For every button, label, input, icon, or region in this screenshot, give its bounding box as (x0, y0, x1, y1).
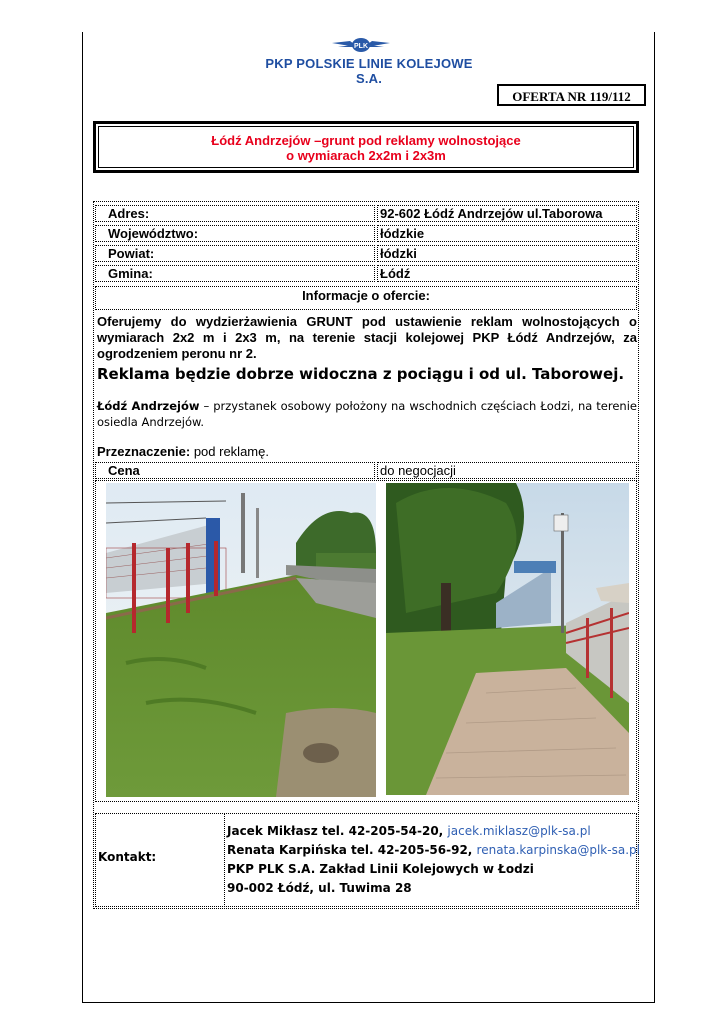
price-value: do negocjacji (377, 462, 637, 479)
description-main: Oferujemy do wydzierżawienia GRUNT pod ustawienie reklam wolnostojących o wymiarach 2x2 m i 2x3 m, na terenie stacji kolejowej PKP Łódź Andrzejów, za ogrodzeniem peronu nr 2. (97, 314, 637, 361)
field-value-county: łódzki (377, 245, 637, 262)
contact-label: Kontakt: (98, 850, 157, 864)
contact-line-3: PKP PLK S.A. Zakład Linii Kolejowych w Łodzi (227, 862, 534, 876)
photo-platform-path (386, 483, 629, 795)
field-value-municipality: Łódź (377, 265, 637, 282)
offer-number: OFERTA NR 119/112 (497, 84, 646, 106)
title-inner (98, 126, 634, 168)
contact-line-2 (227, 841, 640, 860)
email-link-2[interactable]: renata.karpinska@plk-sa.pl (476, 843, 640, 857)
email-link-1[interactable]: jacek.miklasz@plk-sa.pl (447, 824, 591, 838)
contact-line-4: 90-002 Łódź, ul. Tuwima 28 (227, 881, 412, 895)
title-line-2: o wymiarach 2x2m i 2x3m (286, 148, 446, 163)
description-visibility: Reklama będzie dobrze widoczna z pociągu i od ul. Taborowej. (97, 365, 625, 383)
title-line-1: Łódź Andrzejów –grunt pod reklamy wolnostojące (211, 133, 521, 148)
location-text: – przystanek osobowy położony na wschodnich częściach Łodzi, na terenie osiedla Andrzejów. (97, 399, 637, 429)
purpose-value: pod reklamę. (190, 444, 269, 459)
contact-person-2: Renata Karpińska tel. 42-205-56-92, (227, 843, 477, 857)
field-label-address: Adres: (95, 205, 375, 222)
description-location (97, 398, 637, 430)
field-value-voivodeship: łódzkie (377, 225, 637, 242)
field-label-county: Powiat: (95, 245, 375, 262)
contact-divider (224, 813, 225, 907)
location-name: Łódź Andrzejów (97, 399, 200, 413)
field-label-voivodeship: Województwo: (95, 225, 375, 242)
company-name: PKP POLSKIE LINIE KOLEJOWE S.A. (265, 56, 473, 86)
price-label: Cena (95, 462, 375, 479)
photo-station-fence (106, 483, 376, 797)
field-value-address: 92-602 Łódź Andrzejów ul.Taborowa (377, 205, 637, 222)
contact-line-1 (227, 822, 640, 841)
contact-details (227, 822, 640, 898)
plk-logo (330, 34, 392, 56)
logo-text: PLK (354, 43, 368, 50)
contact-person-1: Jacek Mikłasz tel. 42-205-54-20, (227, 824, 448, 838)
field-label-municipality: Gmina: (95, 265, 375, 282)
purpose-label: Przeznaczenie: (97, 444, 191, 459)
purpose (97, 444, 637, 459)
title-box (93, 121, 639, 173)
info-heading: Informacje o ofercie: (95, 286, 637, 310)
